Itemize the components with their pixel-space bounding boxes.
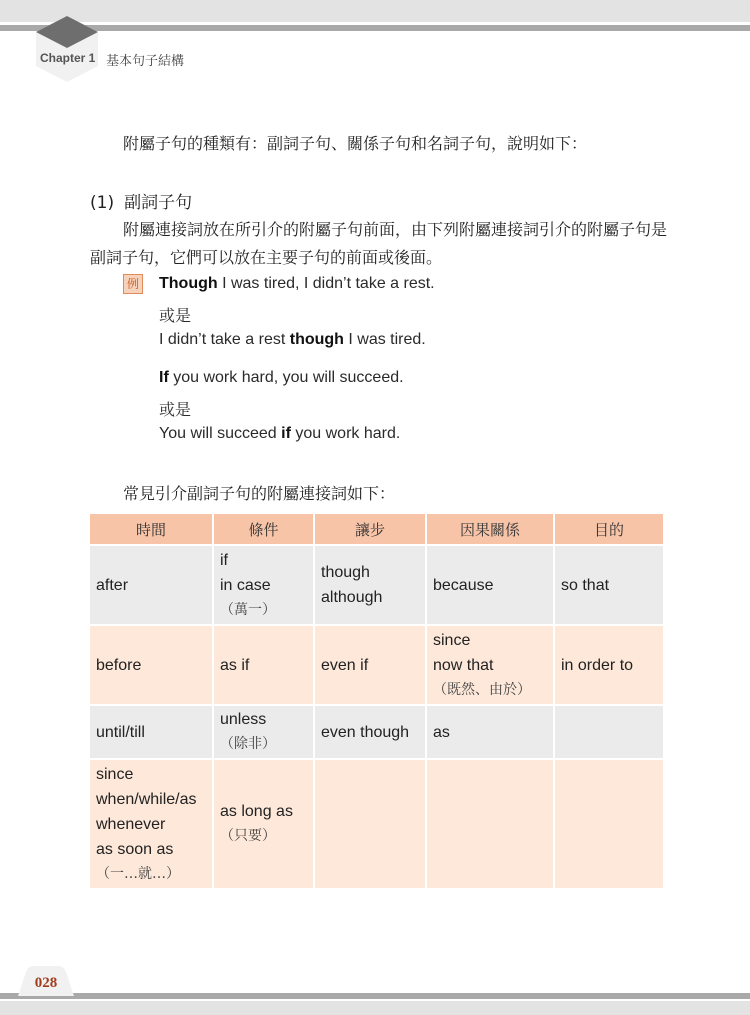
table-cell <box>213 705 314 759</box>
section-paragraph: 附屬連接詞放在所引介的附屬子句前面，由下列附屬連接詞引介的附屬子句是副詞子句，它們可以放在主要子句的前面或後面。 <box>90 220 668 267</box>
page-number: 028 <box>34 975 58 991</box>
chapter-title: 基本句子結構 <box>106 54 185 69</box>
intro-sentence: 附屬子句的種類有：副詞子句、關係子句和名詞子句，說明如下： <box>123 134 588 153</box>
table-cell <box>213 625 314 705</box>
table-cell <box>554 545 664 625</box>
example-1-line2: I didn’t take a rest though I was tired. <box>159 331 426 348</box>
table-cell <box>89 545 213 625</box>
cell-term: since <box>96 765 134 783</box>
table-cell <box>213 759 314 889</box>
table-cell <box>89 625 213 705</box>
table-cell <box>314 625 426 705</box>
table-cell <box>554 759 664 889</box>
table-cell <box>213 545 314 625</box>
table-row <box>89 625 664 705</box>
cell-term: though <box>321 564 370 581</box>
cell-term: in case <box>220 576 271 594</box>
cell-note: （既然、由於） <box>433 681 531 698</box>
table-header: 時間 <box>89 513 213 545</box>
table-header: 讓步 <box>314 513 426 545</box>
cell-term: now that <box>433 656 494 674</box>
cell-term: in order to <box>561 656 634 674</box>
table-cell <box>314 545 426 625</box>
table-header: 條件 <box>213 513 314 545</box>
cell-term: even if <box>321 656 369 674</box>
cell-term: so that <box>561 576 610 594</box>
bottom-band <box>0 993 750 999</box>
section-heading <box>90 188 192 213</box>
cell-term: as if <box>220 656 250 674</box>
table-row <box>89 705 664 759</box>
table-cell <box>314 759 426 889</box>
table-lead-sentence: 常見引介副詞子句的附屬連接詞如下： <box>123 484 396 503</box>
cell-term: although <box>321 589 383 606</box>
cell-term: even though <box>321 723 410 741</box>
example-1-line1: Though I was tired, I didn’t take a rest. <box>159 275 435 292</box>
example-1-or: 或是 <box>159 308 192 325</box>
cell-note: （只要） <box>220 828 276 844</box>
table-cell <box>89 759 213 889</box>
cell-term: until/till <box>96 723 145 741</box>
bottom-pale-band <box>0 1001 750 1015</box>
top-rule <box>0 25 750 31</box>
top-band <box>0 0 750 22</box>
section-title: 副詞子句 <box>124 193 193 213</box>
table-header-row <box>89 513 664 545</box>
cell-term: before <box>96 656 142 674</box>
chapter-hexagon-icon <box>34 14 100 84</box>
cell-term: as soon as <box>96 840 174 858</box>
table-row <box>89 545 664 625</box>
cell-term: as long as <box>220 803 293 820</box>
example-2-line2: You will succeed if you work hard. <box>159 425 401 442</box>
cell-term: whenever <box>96 815 166 833</box>
table-cell <box>314 705 426 759</box>
cell-term: since <box>433 631 471 649</box>
cell-note: （萬一） <box>220 601 276 618</box>
cell-note: （除非） <box>220 736 276 752</box>
cell-term: after <box>96 576 129 594</box>
cell-term: unless <box>220 711 267 728</box>
cell-term: if <box>220 551 228 569</box>
cell-term: when/while/as <box>96 790 197 808</box>
table-cell <box>426 759 554 889</box>
section-number: (1) <box>90 193 115 213</box>
cell-term: as <box>433 723 450 741</box>
example-2-or: 或是 <box>159 402 192 419</box>
example-2-line1: If you work hard, you will succeed. <box>159 369 404 386</box>
table-cell <box>426 625 554 705</box>
table-cell <box>554 705 664 759</box>
table-cell <box>89 705 213 759</box>
table-row <box>89 759 664 889</box>
example-badge: 例 <box>123 274 143 294</box>
table-header: 目的 <box>554 513 664 545</box>
chapter-label: Chapter 1 <box>40 51 96 65</box>
conjunction-table <box>88 512 665 890</box>
table-cell <box>426 545 554 625</box>
cell-note: （一…就…） <box>96 865 180 882</box>
table-cell <box>554 625 664 705</box>
table-header: 因果關係 <box>426 513 554 545</box>
table-cell <box>426 705 554 759</box>
cell-term: because <box>433 576 494 594</box>
